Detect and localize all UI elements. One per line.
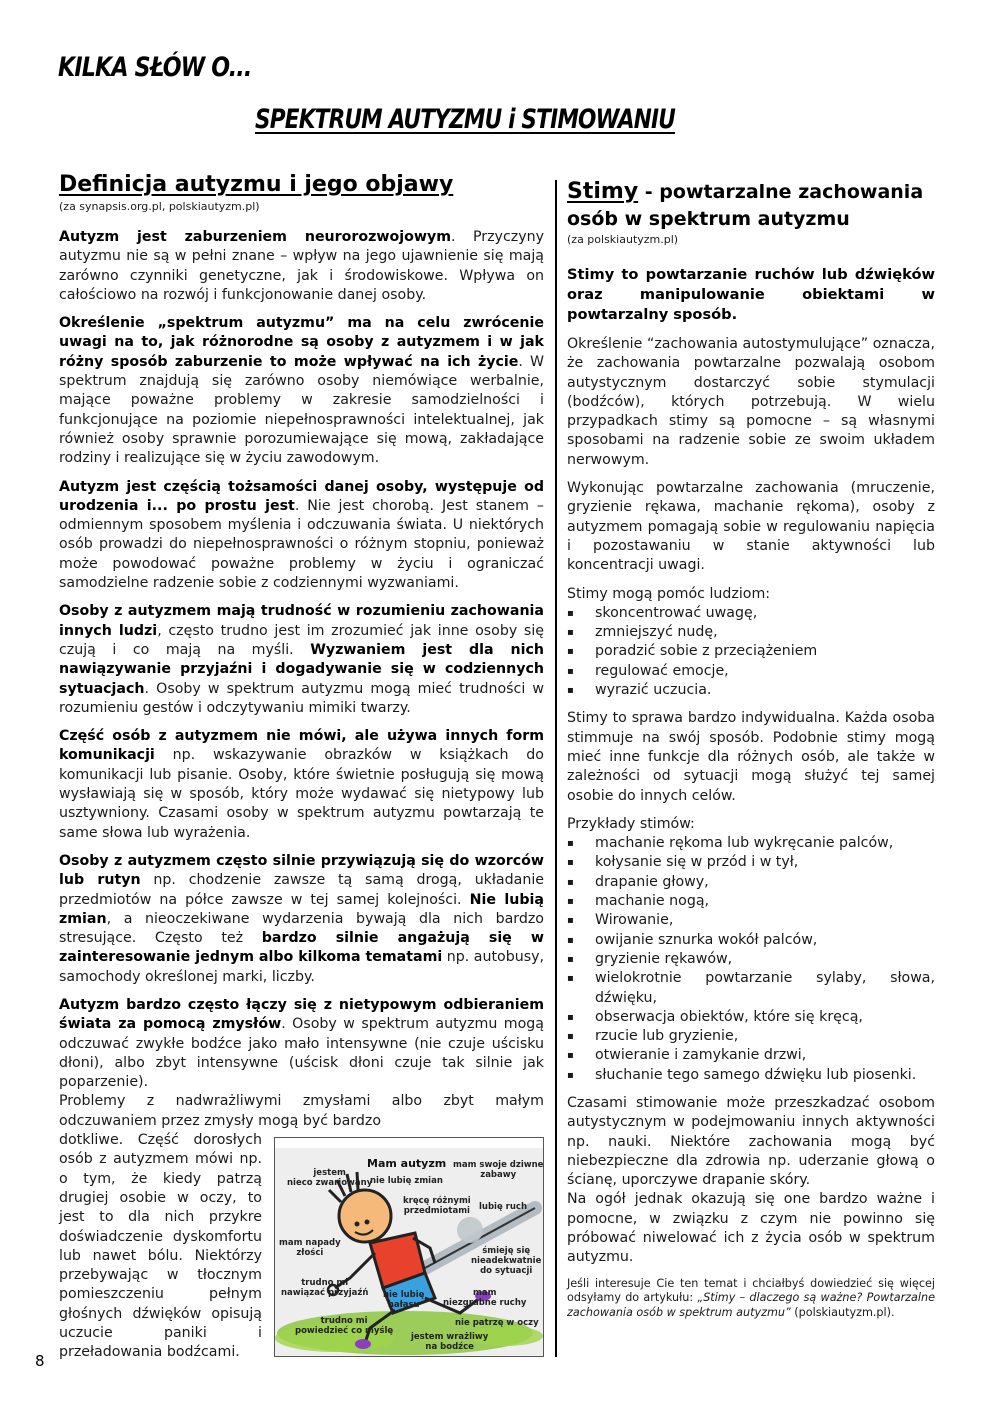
- list-item: ▪ skoncentrować uwagę,: [567, 604, 935, 623]
- paragraph: Określenie „spektrum autyzmu” ma na celu zwrócenie uwagi na to, jak różnorodne są osoby z autyzmem i w jak różny sposób zaburzenie to może wpływać na ich życie. W spektrum znajdują się zarówno osoby niemówiące werbalnie, mające poważne problemy w zakresie samodzielności i funkcjonujące na poziomie niepełnosprawności intelektualnej, jak również osoby sprawnie porozumiewające się mową, zakładające rodziny i realizujące się w życiu zawodowym.: [59, 315, 544, 467]
- further-reading-note: Jeśli interesuje Cie ten temat i chciałbyś dowiedzieć się więcej odsyłamy do artykułu: „Stimy – dlaczego są ważne? Powtarzalne zachowania osób w spektrum autyzmu” (polskiautyzm.pl).: [567, 1276, 935, 1319]
- lead-paragraph: Stimy to powtarzanie ruchów lub dźwięków oraz manipulowanie obiektami w powtarzalny sposób.: [567, 266, 935, 323]
- list-item: ▪ poradzić sobie z przeciążeniem: [567, 642, 935, 661]
- illustration-label: kręcę różnymi przedmiotami: [403, 1196, 471, 1217]
- illustration-label: nie lubię zmian: [370, 1176, 443, 1187]
- list-item: ▪ Wirowanie,: [567, 911, 935, 930]
- illustration-label: jestem nieco zwariowany: [287, 1168, 373, 1189]
- illustration-label: lubię ruch: [479, 1202, 528, 1213]
- illustration-label: śmieję się nieadekwatnie do sytuacji: [471, 1246, 542, 1277]
- illustration-label: mam swoje dziwne zabawy: [453, 1160, 544, 1181]
- paragraph: Część osób z autyzmem nie mówi, ale używa innych form komunikacji np. wskazywanie obrazków w książkach do komunikacji lub pisanie. Osoby, które świetnie posługują się mową wysławiają się w sposób, który może wydawać się nietypowy lub usztywniony. Czasami osoby w spektrum autyzmu powtarzają te same słowa lub wyrażenia.: [59, 728, 544, 841]
- illustration-label: jestem wrażliwy na bodźce: [411, 1332, 489, 1353]
- illustration-label: trudno mi nawiązać przyjaźń: [281, 1278, 369, 1299]
- paragraph: Autyzm jest zaburzeniem neurorozwojowym. Przyczyny autyzmu nie są w pełni znane – wpływ na jego ujawnienie się mają zarówno czynniki genetyczne, jak i środowiskowe. Wpływa on całościowo na rozwój i funkcjonowanie danej osoby.: [59, 229, 544, 303]
- list-item: ▪ obserwacja obiektów, które się kręcą,: [567, 1008, 935, 1027]
- paragraph: Wykonując powtarzalne zachowania (mruczenie, gryzienie rękawa, machanie rękoma), osoby z autyzmem pomagają sobie w regulowaniu napięcia i pozostawaniu w stanie aktywności lub koncentracji uwagi.: [567, 480, 935, 574]
- list-item: ▪ rzucie lub gryzienie,: [567, 1027, 935, 1046]
- list-item: ▪ wyrazić uczucia.: [567, 681, 935, 700]
- paragraph: Określenie “zachowania autostymulujące” oznacza, że zachowania powtarzalne pozwalają osobom autystycznym dostarczyć sobie stymulacji (bodźców), których potrzebują. W wielu przypadkach stimy są pomocne – są własnymi sposobami na radzenie sobie ze swoim układem nerwowym.: [567, 336, 935, 468]
- examples-list: [567, 834, 935, 1085]
- help-list: [567, 604, 935, 700]
- illustration-label: trudno mi powiedzieć co myślę: [295, 1316, 394, 1337]
- illustration-label: mam napady złości: [279, 1238, 341, 1259]
- list-item: ▪ kołysanie się w przód i w tył,: [567, 853, 935, 872]
- examples-intro: Przykłady stimów:: [567, 815, 695, 832]
- paragraph: Stimy to sprawa bardzo indywidualna. Każda osoba stimmuje na swój sposób. Podobnie stimy mogą mieć inne funkcje dla różnych osób, ale także w zależności od sytuacji mogą służyć tej samej osobie do innych celów.: [567, 710, 935, 804]
- autism-illustration: [274, 1137, 544, 1357]
- right-column: [567, 170, 935, 1320]
- list-item: ▪ otwieranie i zamykanie drzwi,: [567, 1046, 935, 1065]
- left-column: [59, 170, 544, 1372]
- illustration-label: mam niezgrabne ruchy: [443, 1288, 527, 1309]
- column-divider: [555, 180, 557, 1357]
- illustration-title: Mam autyzm: [367, 1157, 447, 1171]
- list-item: ▪ gryzienie rękawów,: [567, 950, 935, 969]
- page-number: 8: [35, 1352, 45, 1370]
- left-source: (za synapsis.org.pl, polskiautyzm.pl): [59, 200, 260, 213]
- paragraph: Osoby z autyzmem mają trudność w rozumieniu zachowania innych ludzi, często trudno jest im zrozumieć jak inne osoby się czują i co mają na myśli. Wyzwaniem jest dla nich nawiązywanie przyjaźni i dogadywanie się w codziennych sytuacjach. Osoby w spektrum autyzmu mogą mieć trudności w rozumieniu gestów i odczytywaniu mimiki twarzy.: [59, 603, 544, 716]
- illustration-label: nie patrzę w oczy: [455, 1318, 539, 1329]
- right-heading: Stimy - powtarzalne zachowania osób w spektrum autyzmu: [567, 179, 924, 230]
- left-heading: Definicja autyzmu i jego objawy: [59, 172, 454, 197]
- paragraph: Na ogół jednak okazują się one bardzo ważne i pomocne, w związku z czym nie powinno się próbować niwelować ich z życia osób w spektrum autyzmu.: [567, 1191, 935, 1266]
- illustration-label: nie lubię hałasu: [383, 1290, 425, 1311]
- paragraph: dotkliwe. Część dorosłych osób z autyzmem mówi np. o tym, że kiedy patrzą drugiej osobie w oczy, to jest to dla nich przykre doświadczenie dyskomfortu lub nawet bólu. Niektórzy przebywając w tłocznym pomieszczeniu pełnym głośnych dźwięków opisują uczucie paniki i przeładowania bodźcami.: [59, 1132, 262, 1361]
- list-item: ▪ machanie nogą,: [567, 892, 935, 911]
- list-item: ▪ zmniejszyć nudę,: [567, 623, 935, 642]
- paragraph: Osoby z autyzmem często silnie przywiązują się do wzorców lub rutyn np. chodzenie zawsze tą samą drogą, układanie przedmiotów na półce zawsze w tej samej kolejności. Nie lubią zmian, a nieoczekiwane wydarzenia bywają dla nich bardzo stresujące. Często też bardzo silnie angażują się w zainteresowanie jednym albo kilkoma tematami np. autobusy, samochody określonej marki, liczby.: [59, 852, 545, 985]
- right-source: (za polskiautyzm.pl): [567, 233, 679, 246]
- paragraph: Problemy z nadwrażliwymi zmysłami albo zbyt małym odczuwaniem przez zmysły mogą być bardzo: [59, 1093, 544, 1129]
- list-item: ▪ owijanie sznurka wokół palców,: [567, 931, 935, 950]
- list-item: ▪ drapanie głowy,: [567, 873, 935, 892]
- list-item: ▪ wielokrotnie powtarzanie sylaby, słowa, dźwięku,: [567, 969, 935, 1008]
- paragraph: Czasami stimowanie może przeszkadzać osobom autystycznym w podejmowaniu innych aktywności np. nauki. Niektóre zachowania mogą być niebezpieczne dla zdrowia np. uderzanie głową o ścianę, uporczywe drapanie skóry.: [567, 1094, 935, 1189]
- kicker-title: KILKA SŁÓW O...: [58, 52, 252, 83]
- paragraph: Autyzm jest częścią tożsamości danej osoby, występuje od urodzenia i... po prostu jest. Nie jest chorobą. Jest stanem – odmiennym sposobem myślenia i odczuwania świata. U niektórych osób prowadzi do niepełnosprawności o różnym stopniu, ponieważ może powodować poważne problemy w życiu i ograniczać samodzielne radzenie sobie z codziennymi wyzwaniami.: [59, 478, 545, 592]
- list-item: ▪ machanie rękoma lub wykręcanie palców,: [567, 834, 935, 853]
- page-title: SPEKTRUM AUTYZMU i STIMOWANIU: [255, 104, 676, 135]
- list-item: ▪ słuchanie tego samego dźwięku lub piosenki.: [567, 1066, 935, 1085]
- list-item: ▪ regulować emocje,: [567, 662, 935, 681]
- paragraph: Autyzm bardzo często łączy się z nietypowym odbieraniem świata za pomocą zmysłów. Osoby w spektrum autyzmu mogą odczuwać zwykłe bodźce jako mało intensywne (nie czuje uścisku dłoni), albo zbyt intensywne (uścisk dłoni czuje tak silnie jak poparzenie).: [59, 996, 544, 1091]
- help-intro: Stimy mogą pomóc ludziom:: [567, 585, 771, 602]
